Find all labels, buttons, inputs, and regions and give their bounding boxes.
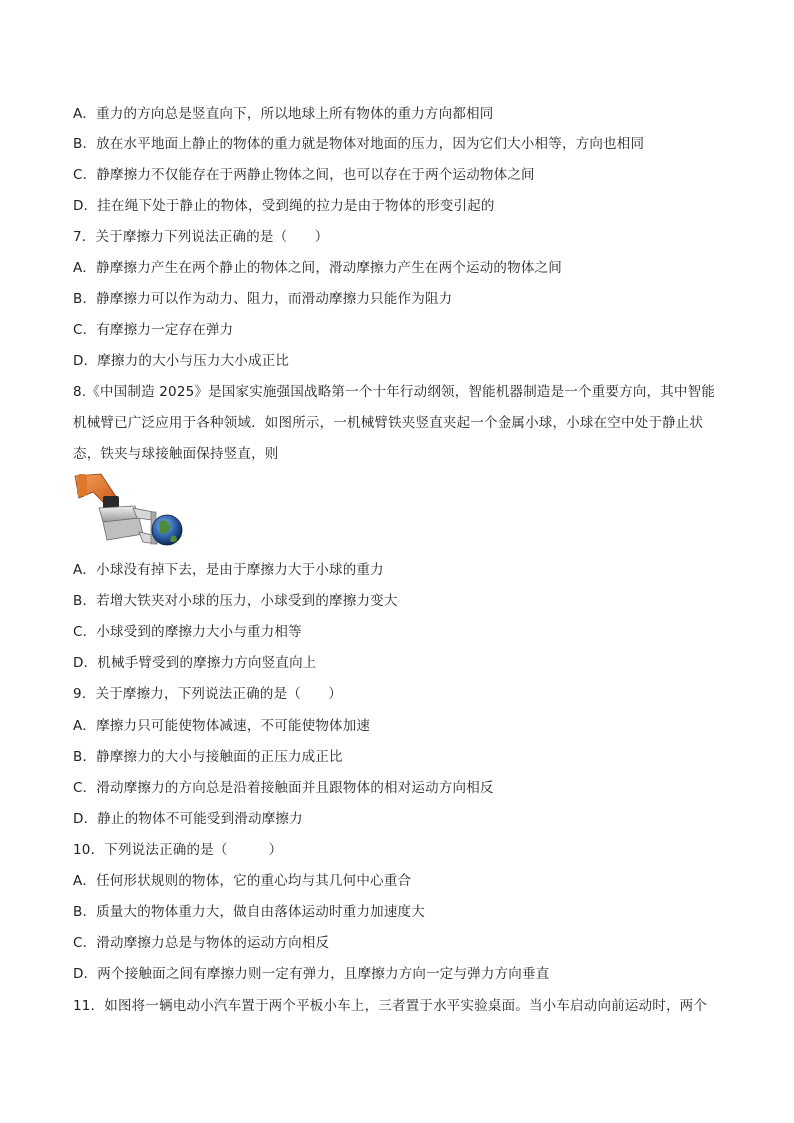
q11-stem: 11．如图将一辆电动小汽车置于两个平板小车上，三者置于水平实验桌面。当小车启动向前运动时，两个: [73, 998, 708, 1014]
q7-option-c: C．有摩擦力一定存在弹力: [73, 322, 234, 338]
q8-option-d: D．机械手臂受到的摩擦力方向竖直向上: [73, 655, 317, 671]
q9-option-d: D．静止的物体不可能受到滑动摩擦力: [73, 811, 303, 827]
q8-option-c: C．小球受到的摩擦力大小与重力相等: [73, 624, 302, 640]
q8-stem-line-2: 机械臂已广泛应用于各种领域．如图所示，一机械臂铁夹竖直夹起一个金属小球，小球在空中处于静止状: [73, 415, 704, 431]
q7-option-a: A．静摩擦力产生在两个静止的物体之间，滑动摩擦力产生在两个运动的物体之间: [73, 260, 562, 276]
q9-option-a: A．摩擦力只可能使物体减速，不可能使物体加速: [73, 718, 371, 734]
q10-option-a: A．任何形状规则的物体，它的重心均与其几何中心重合: [73, 873, 412, 889]
q10-option-d: D．两个接触面之间有摩擦力则一定有弹力，且摩擦力方向一定与弹力方向垂直: [73, 966, 550, 982]
q8-stem-line-1: 8.《中国制造 2025》是国家实施强国战略第一个十年行动纲领，智能机器制造是一个重要方向，其中智能: [73, 384, 716, 400]
q7-option-b: B．静摩擦力可以作为动力、阻力，而滑动摩擦力只能作为阻力: [73, 291, 453, 307]
q7-option-d: D．摩擦力的大小与压力大小成正比: [73, 353, 290, 369]
q10-option-b: B．质量大的物体重力大，做自由落体运动时重力加速度大: [73, 904, 425, 920]
q6-option-b: B．放在水平地面上静止的物体的重力就是物体对地面的压力，因为它们大小相等，方向也相同: [73, 136, 645, 152]
q6-option-d: D．挂在绳下处于静止的物体，受到绳的拉力是由于物体的形变引起的: [73, 198, 495, 214]
q10-option-c: C．滑动摩擦力总是与物体的运动方向相反: [73, 935, 330, 951]
q10-stem: 10．下列说法正确的是（ ）: [73, 842, 283, 858]
q9-option-c: C．滑动摩擦力的方向总是沿着接触面并且跟物体的相对运动方向相反: [73, 780, 494, 796]
robot-arm-clamp-icon: [73, 472, 183, 558]
robot-arm-figure: [73, 472, 183, 558]
q6-option-c: C．静摩擦力不仅能存在于两静止物体之间，也可以存在于两个运动物体之间: [73, 167, 535, 183]
q9-stem: 9．关于摩擦力，下列说法正确的是（ ）: [73, 686, 343, 702]
q6-option-a: A．重力的方向总是竖直向下，所以地球上所有物体的重力方向都相同: [73, 106, 494, 122]
q7-stem: 7．关于摩擦力下列说法正确的是（ ）: [73, 229, 329, 245]
q8-stem-line-3: 态，铁夹与球接触面保持竖直，则: [73, 446, 279, 462]
q8-option-a: A．小球没有掉下去，是由于摩擦力大于小球的重力: [73, 562, 384, 578]
q8-option-b: B．若增大铁夹对小球的压力，小球受到的摩擦力变大: [73, 593, 398, 609]
q9-option-b: B．静摩擦力的大小与接触面的正压力成正比: [73, 749, 343, 765]
